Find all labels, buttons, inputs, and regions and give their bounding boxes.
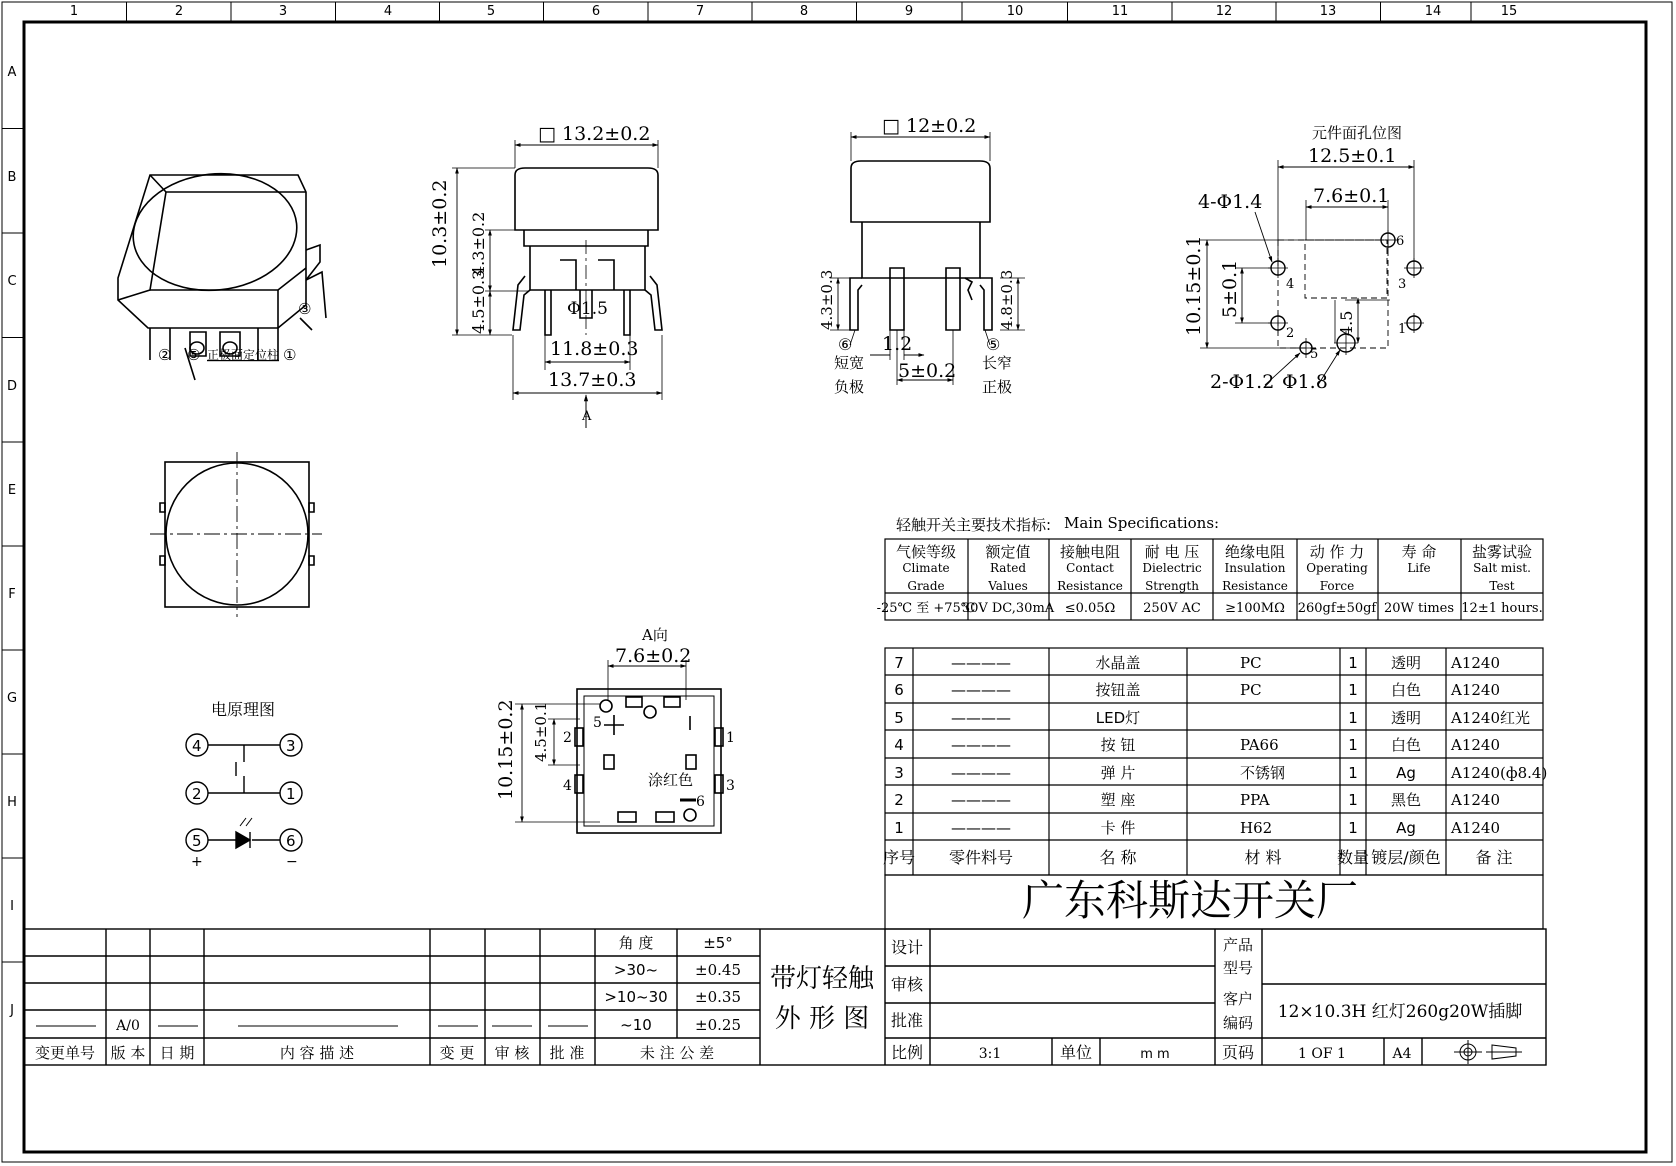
bom-qty: 1 xyxy=(1348,709,1358,727)
unit-label: 单位 xyxy=(1059,1043,1093,1062)
front-width-top: □ 13.2±0.2 xyxy=(538,123,651,145)
tol-value: ±0.35 xyxy=(695,988,741,1006)
spec-header-cn: 耐 电 压 xyxy=(1144,543,1200,561)
bom-note: A1240 xyxy=(1451,654,1501,672)
bom-note: A1240红光 xyxy=(1451,709,1531,727)
hole-title: 元件面孔位图 xyxy=(1312,124,1403,142)
bom-header-name: 名 称 xyxy=(1099,848,1137,867)
bom-name: 卡 件 xyxy=(1100,819,1136,837)
bom-part: ———— xyxy=(951,681,1011,699)
bom-material: 不锈钢 xyxy=(1240,764,1286,782)
bottom-height: 10.15±0.2 xyxy=(495,699,517,800)
bom-name: 塑 座 xyxy=(1100,791,1136,809)
bom-color: 黑色 xyxy=(1390,791,1422,809)
column-label: 15 xyxy=(1500,4,1518,19)
change-header: 变更单号 xyxy=(34,1044,96,1062)
tol-value: ±0.45 xyxy=(695,961,741,979)
spec-value: 260gf±50gf xyxy=(1297,601,1377,616)
bom-name: 按钮盖 xyxy=(1095,681,1141,699)
hole-layout-labels xyxy=(1183,124,1406,393)
hole-width-outer: 12.5±0.1 xyxy=(1308,145,1397,167)
side-neg-label-1: 短宽 xyxy=(834,354,865,372)
bom-color: 白色 xyxy=(1390,736,1422,754)
hole-offset: 4.5 xyxy=(1337,310,1356,336)
iso-pin1: ① xyxy=(283,346,297,364)
bom-no: 5 xyxy=(894,709,904,727)
title-block xyxy=(24,929,1546,1065)
column-label: 11 xyxy=(1111,4,1129,19)
row-label: G xyxy=(6,691,18,706)
schematic-p1: 1 xyxy=(286,785,296,803)
column-label: 3 xyxy=(278,4,288,19)
row-label: I xyxy=(10,899,14,914)
tol-range: ~10 xyxy=(620,1016,652,1034)
bom-color: 白色 xyxy=(1390,681,1422,699)
tol-range: >30~ xyxy=(613,961,659,979)
bom-note: A1240 xyxy=(1451,736,1501,754)
column-label: 7 xyxy=(695,4,705,19)
column-label: 4 xyxy=(383,4,393,19)
schematic-p3: 3 xyxy=(286,737,296,755)
spec-header-cn: 额定值 xyxy=(985,543,1031,561)
bottom-title: A向 xyxy=(642,626,668,644)
spec-header-cn: 接触电阻 xyxy=(1059,543,1121,561)
bom-qty: 1 xyxy=(1348,736,1358,754)
bom-name: 水晶盖 xyxy=(1095,654,1141,672)
hole-n1: 1 xyxy=(1398,322,1407,337)
bottom-n3: 3 xyxy=(726,778,735,794)
product-label-2: 型号 xyxy=(1222,959,1254,977)
version: A/0 xyxy=(116,1018,140,1034)
change-header: 审 核 xyxy=(494,1044,530,1062)
change-header: 日 期 xyxy=(159,1044,195,1062)
column-label: 2 xyxy=(174,4,184,19)
bottom-width: 7.6±0.2 xyxy=(615,645,692,667)
bom-name: 按 钮 xyxy=(1100,736,1136,754)
schematic-plus: + xyxy=(191,854,203,870)
bom-color: Ag xyxy=(1396,764,1416,782)
bom-header-part: 零件料号 xyxy=(948,848,1014,867)
spec-headers xyxy=(896,543,1532,593)
side-pin-pitch: 5±0.2 xyxy=(898,360,957,382)
bom-no: 3 xyxy=(894,764,904,782)
bottom-n1: 1 xyxy=(726,730,735,746)
side-pos-label-2: 正极 xyxy=(982,378,1013,396)
bom-material: PC xyxy=(1240,654,1262,672)
tol-header-angle: 角 度 xyxy=(618,934,654,952)
page-label: 页码 xyxy=(1221,1043,1255,1062)
bom-header-note: 备 注 xyxy=(1475,848,1513,867)
spec-table xyxy=(877,514,1543,620)
column-label: 1 xyxy=(69,4,79,19)
customer-label-1: 客户 xyxy=(1222,990,1254,1008)
page-value: 1 OF 1 xyxy=(1298,1046,1346,1062)
column-label: 8 xyxy=(799,4,809,19)
hole-n6: 6 xyxy=(1396,234,1405,249)
spec-header-en2: Resistance xyxy=(1057,579,1123,593)
scale-value: 3:1 xyxy=(978,1046,1002,1062)
bom-no: 2 xyxy=(894,791,904,809)
bom-material: H62 xyxy=(1240,819,1273,837)
tol-footer: 未 注 公 差 xyxy=(639,1044,715,1062)
row-label: A xyxy=(7,65,17,80)
bottom-red-note: 涂红色 xyxy=(648,771,694,789)
row-label: E xyxy=(7,483,17,498)
bom-table xyxy=(883,648,1547,875)
hole-n3: 3 xyxy=(1398,277,1407,292)
customer-label-2: 编码 xyxy=(1222,1014,1254,1032)
spec-header-en1: Operating xyxy=(1306,561,1368,575)
side-pin-width: 1.2 xyxy=(882,333,913,355)
bom-no: 4 xyxy=(894,736,904,754)
schematic-minus: − xyxy=(286,854,298,870)
hole-holes-2: 2-Φ1.2 xyxy=(1210,371,1275,393)
hole-n2: 2 xyxy=(1286,326,1295,341)
schematic xyxy=(186,734,302,851)
tol-header-value: ±5° xyxy=(703,934,733,952)
spec-header-en1: Salt mist. xyxy=(1473,561,1531,575)
spec-header-cn: 动 作 力 xyxy=(1309,543,1365,561)
column-label: 12 xyxy=(1215,4,1233,19)
row-label: D xyxy=(6,379,18,394)
spec-header-en2: Resistance xyxy=(1222,579,1288,593)
bom-no: 6 xyxy=(894,681,904,699)
row-label: C xyxy=(7,274,17,289)
column-label: 6 xyxy=(591,4,601,19)
top-view xyxy=(150,452,322,617)
hole-n5: 5 xyxy=(1310,347,1319,362)
bom-color: 透明 xyxy=(1390,654,1422,672)
bottom-n5: 5 xyxy=(593,715,602,731)
bom-note: A1240 xyxy=(1451,791,1501,809)
hole-height-inner: 5±0.1 xyxy=(1219,259,1241,318)
bom-material: PA66 xyxy=(1240,736,1279,754)
front-width-base: 13.7±0.3 xyxy=(548,369,637,391)
review-label: 审核 xyxy=(890,975,924,994)
column-labels xyxy=(70,2,1517,22)
spec-header-cn: 寿 命 xyxy=(1401,543,1437,561)
spec-value: 20W times xyxy=(1383,601,1455,616)
bom-color: Ag xyxy=(1396,819,1416,837)
bottom-n6: 6 xyxy=(696,794,705,810)
hole-hole-18: Φ1.8 xyxy=(1282,371,1328,393)
side-neg-label-2: 负极 xyxy=(834,378,865,396)
bom-qty: 1 xyxy=(1348,654,1358,672)
bom-no: 7 xyxy=(894,654,904,672)
side-pin6: ⑥ xyxy=(838,335,853,354)
approve-label: 批准 xyxy=(890,1011,924,1030)
row-label: F xyxy=(8,587,16,602)
bom-part: ———— xyxy=(951,764,1011,782)
change-headers xyxy=(35,1044,584,1062)
front-width-pins: 11.8±0.3 xyxy=(550,338,639,360)
bom-header-color: 镀层/颜色 xyxy=(1371,848,1441,867)
hole-height-outer: 10.15±0.1 xyxy=(1183,235,1205,336)
row-labels xyxy=(2,65,24,1018)
front-height-cap: 4.3±0.2 xyxy=(469,211,488,276)
bom-note: A1240 xyxy=(1451,681,1501,699)
side-pin5: ⑤ xyxy=(986,335,1001,354)
front-arrow-label: A xyxy=(582,409,592,424)
bom-header-material: 材 料 xyxy=(1244,848,1282,867)
spec-values xyxy=(877,601,1543,616)
schematic-p5: 5 xyxy=(192,832,202,850)
bom-header-qty: 数量 xyxy=(1336,848,1370,867)
bottom-n2: 2 xyxy=(563,730,572,746)
spec-value: ≥100MΩ xyxy=(1225,601,1285,616)
side-leg-right: 4.8±0.3 xyxy=(998,269,1016,330)
schematic-title: 电原理图 xyxy=(211,700,276,719)
spec-value: -25℃ 至 +75℃ xyxy=(876,601,976,616)
bom-part: ———— xyxy=(951,819,1011,837)
spec-title-cn: 轻触开关主要技术指标: xyxy=(896,516,1052,534)
spec-header-en2: Grade xyxy=(907,579,945,593)
bom-material: PC xyxy=(1240,681,1262,699)
tol-range: >10~30 xyxy=(604,988,668,1006)
drawing-title-1: 带灯轻触 xyxy=(769,964,875,994)
iso-pin2: ② xyxy=(158,346,172,364)
unit-value: m m xyxy=(1140,1047,1170,1062)
spec-header-en1: Rated xyxy=(989,561,1027,575)
bottom-offset: 4.5±0.1 xyxy=(532,701,550,762)
scale-label: 比例 xyxy=(890,1043,924,1062)
bom-qty: 1 xyxy=(1348,819,1358,837)
bom-note: A1240(ф8.4) xyxy=(1451,764,1548,782)
spec-header-cn: 盐雾试验 xyxy=(1471,543,1533,561)
spec-header-en2: Strength xyxy=(1145,579,1199,593)
tol-value: ±0.25 xyxy=(695,1016,741,1034)
change-header: 内 容 描 述 xyxy=(279,1044,355,1062)
sheet-size: A4 xyxy=(1392,1046,1412,1062)
spec-header-en1: Insulation xyxy=(1224,561,1286,575)
bom-part: ———— xyxy=(951,654,1011,672)
hole-n4: 4 xyxy=(1286,277,1295,292)
hole-width-inner: 7.6±0.1 xyxy=(1313,185,1390,207)
row-label: B xyxy=(7,170,17,185)
spec-title-en: Main Specifications: xyxy=(1064,514,1220,532)
schematic-p6: 6 xyxy=(286,832,296,850)
spec-header-en1: Dielectric xyxy=(1142,561,1202,575)
spec-header-en2: Values xyxy=(988,579,1028,593)
company-block xyxy=(885,875,1543,929)
schematic-p4: 4 xyxy=(192,737,202,755)
column-label: 14 xyxy=(1424,4,1442,19)
spec-value: 250V AC xyxy=(1143,601,1201,616)
bom-part: ———— xyxy=(951,736,1011,754)
front-height-total: 10.3±0.2 xyxy=(429,179,451,268)
iso-note: 正极面定位柱 xyxy=(207,348,280,362)
bottom-n4: 4 xyxy=(563,778,572,794)
bom-rows xyxy=(883,654,1547,867)
bom-name: 弹 片 xyxy=(1100,764,1136,782)
spec-value: ≤0.05Ω xyxy=(1064,601,1116,616)
schematic-p2: 2 xyxy=(192,785,202,803)
side-pos-label-1: 长窄 xyxy=(982,354,1013,372)
row-label: J xyxy=(10,1003,14,1018)
bom-material: PPA xyxy=(1240,791,1270,809)
column-label: 10 xyxy=(1006,4,1024,19)
spec-value: 12±1 hours. xyxy=(1461,601,1543,616)
hole-holes-4: 4-Φ1.4 xyxy=(1198,191,1263,213)
spec-value: 30V DC,30mA xyxy=(961,601,1055,616)
spec-header-en1: Climate xyxy=(902,561,950,575)
tolerance-rows xyxy=(604,934,741,1034)
bom-part: ———— xyxy=(951,791,1011,809)
projection-symbol-icon xyxy=(1454,1040,1522,1064)
bom-qty: 1 xyxy=(1348,791,1358,809)
spec-header-cn: 绝缘电阻 xyxy=(1224,543,1286,561)
iso-pin5: ⑤ xyxy=(187,346,201,364)
iso-pin3: ③ xyxy=(298,300,312,318)
row-label: H xyxy=(7,795,17,810)
spec-header-en1: Life xyxy=(1407,561,1431,575)
bom-header-no: 序号 xyxy=(882,848,916,867)
customer-code: 12×10.3H 红灯260g20W插脚 xyxy=(1277,1002,1523,1022)
spec-header-en1: Contact xyxy=(1066,561,1114,575)
bom-no: 1 xyxy=(894,819,904,837)
spec-header-en2: Force xyxy=(1319,579,1355,593)
side-leg-left: 4.3±0.3 xyxy=(818,269,836,330)
bom-color: 透明 xyxy=(1390,709,1422,727)
side-view-labels xyxy=(818,115,1016,396)
front-pin-dia: Φ1.5 xyxy=(567,299,608,319)
bottom-view-labels xyxy=(495,626,735,810)
change-header: 版 本 xyxy=(110,1044,146,1062)
product-label-1: 产品 xyxy=(1222,936,1254,954)
column-label: 5 xyxy=(486,4,496,19)
change-header: 批 准 xyxy=(549,1044,585,1062)
side-width-top: □ 12±0.2 xyxy=(882,115,977,137)
bom-name: LED灯 xyxy=(1095,709,1141,727)
spec-header-cn: 气候等级 xyxy=(895,543,957,561)
change-header: 变 更 xyxy=(439,1044,475,1062)
column-label: 9 xyxy=(904,4,914,19)
bom-qty: 1 xyxy=(1348,764,1358,782)
front-height-leg: 4.5±0.3 xyxy=(469,269,488,334)
design-label: 设计 xyxy=(890,938,924,957)
company-name: 广东科斯达开关厂 xyxy=(1021,876,1359,925)
bom-qty: 1 xyxy=(1348,681,1358,699)
drawing-title-2: 外 形 图 xyxy=(774,1004,870,1034)
column-label: 13 xyxy=(1319,4,1337,19)
bom-note: A1240 xyxy=(1451,819,1501,837)
spec-header-en2: Test xyxy=(1489,579,1515,593)
bom-part: ———— xyxy=(951,709,1011,727)
